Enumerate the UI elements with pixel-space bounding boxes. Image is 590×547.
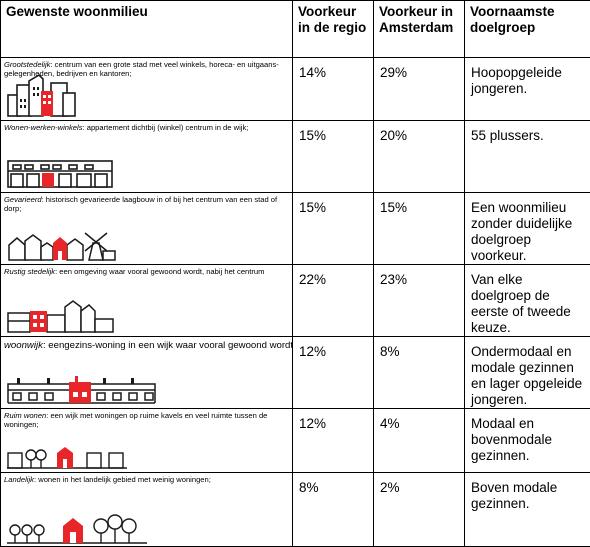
regio-value: 12%	[293, 337, 374, 409]
regio-value: 14%	[293, 58, 374, 121]
amsterdam-value: 8%	[374, 337, 465, 409]
woonmilieu-cell	[1, 121, 293, 193]
woonmilieu-description: : historisch gevarieerde laagbouw in of bij het centrum van een stad of dorp;	[4, 195, 277, 213]
doelgroep-value: Boven modale gezinnen.	[465, 473, 590, 547]
amsterdam-value: 29%	[374, 58, 465, 121]
woonmilieu-cell	[1, 193, 293, 265]
regio-value: 12%	[293, 409, 374, 473]
header-amsterdam: Voorkeur in Amsterdam	[374, 1, 465, 58]
woonmilieu-cell	[1, 337, 293, 409]
woonmilieu-term: Grootstedelijk	[4, 60, 50, 69]
city-skyline-icon	[7, 73, 77, 117]
woonmilieu-term: woonwijk	[4, 340, 43, 351]
detached-houses-trees-icon	[7, 441, 127, 469]
rural-house-trees-icon	[7, 510, 147, 544]
woonmilieu-description: : centrum van een grote stad met veel winkels, horeca- en uitgaans-gelegenheden, bedrijven en kantoren;	[4, 60, 279, 78]
doelgroep-value: Modaal en bovenmodale gezinnen.	[465, 409, 590, 473]
woonmilieu-cell	[1, 58, 293, 121]
woonmilieu-term: Landelijk	[4, 475, 34, 484]
woonmilieu-term: Rustig stedelijk	[4, 267, 55, 276]
amsterdam-value: 15%	[374, 193, 465, 265]
doelgroep-value: Ondermodaal en modale gezinnen en lager opgeleide jongeren.	[465, 337, 590, 409]
header-doelgroep: Voornaamste doelgroep	[465, 1, 590, 58]
woonmilieu-description: : eengezins-woning in een wijk waar vooral gewoond wordt	[43, 340, 293, 351]
row-houses-icon	[7, 374, 157, 404]
woonmilieu-description: : appartement dichtbij (winkel) centrum in de wijk;	[83, 123, 249, 132]
woonmilieu-term: Gevarieerd	[4, 195, 42, 204]
doelgroep-value: Hoopopgeleide jongeren.	[465, 58, 590, 121]
regio-value: 22%	[293, 265, 374, 337]
doelgroep-value: Van elke doelgroep de eerste of tweede keuze.	[465, 265, 590, 337]
woonmilieu-term: Wonen-werken-winkels	[4, 123, 83, 132]
table-row	[1, 121, 590, 193]
amsterdam-value: 20%	[374, 121, 465, 193]
regio-value: 15%	[293, 121, 374, 193]
table-row	[1, 265, 590, 337]
woonmilieu-cell	[1, 409, 293, 473]
village-windmill-icon	[7, 231, 117, 261]
woonmilieu-description: : wonen in het landelijk gebied met weinig woningen;	[34, 475, 211, 484]
woonmilieu-cell	[1, 265, 293, 337]
table-row	[1, 473, 590, 547]
regio-value: 8%	[293, 473, 374, 547]
amsterdam-value: 4%	[374, 409, 465, 473]
regio-value: 15%	[293, 193, 374, 265]
table-row	[1, 409, 590, 473]
header-woonmilieu: Gewenste woonmilieu	[1, 1, 293, 58]
header-row	[1, 1, 590, 58]
table-row	[1, 337, 590, 409]
amsterdam-value: 23%	[374, 265, 465, 337]
woonmilieu-description: : een wijk met woningen op ruime kavels en veel ruimte tussen de woningen;	[4, 411, 267, 429]
table-row	[1, 58, 590, 121]
urban-blocks-icon	[7, 297, 117, 333]
doelgroep-value: Een woonmilieu zonder duidelijke doelgroep voorkeur.	[465, 193, 590, 265]
table-row	[1, 193, 590, 265]
woonmilieu-term: Ruim wonen	[4, 411, 46, 420]
shopfront-apartments-icon	[7, 153, 117, 189]
doelgroep-value: 55 plussers.	[465, 121, 590, 193]
amsterdam-value: 2%	[374, 473, 465, 547]
header-regio: Voorkeur in de regio	[293, 1, 374, 58]
woonmilieu-cell	[1, 473, 293, 547]
woonmilieu-description: : een omgeving waar vooral gewoond wordt, nabij het centrum	[55, 267, 264, 276]
